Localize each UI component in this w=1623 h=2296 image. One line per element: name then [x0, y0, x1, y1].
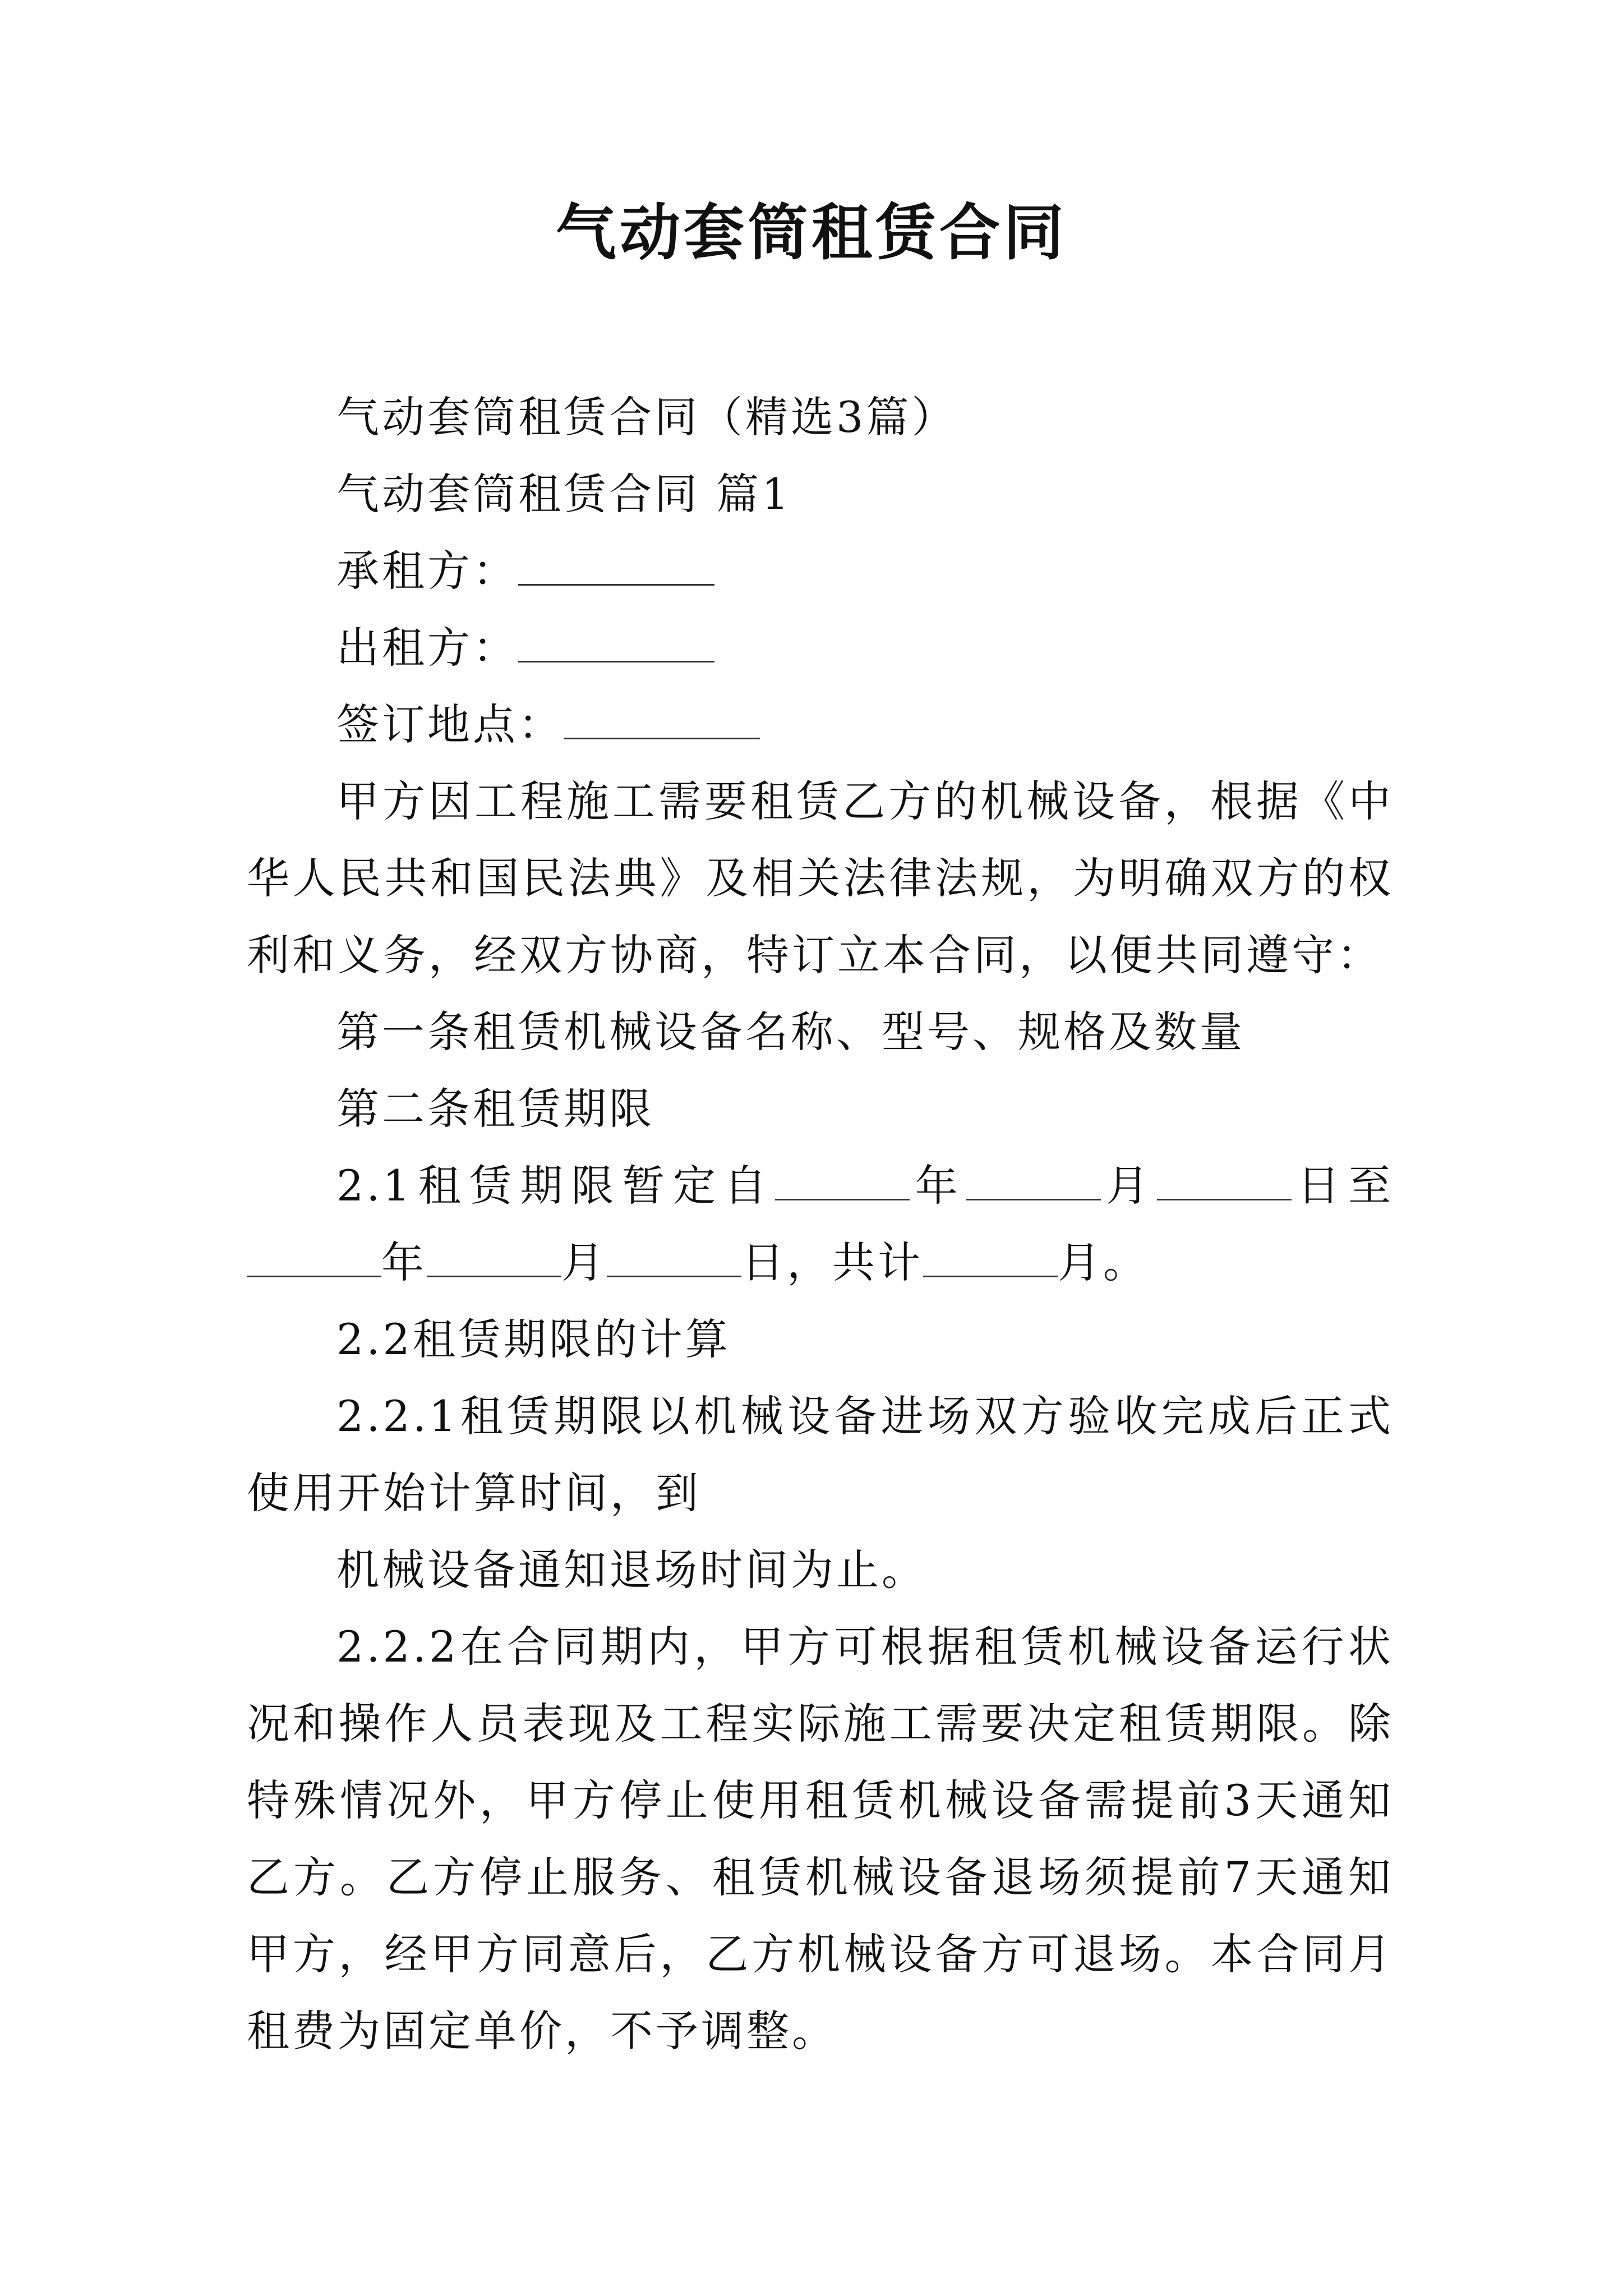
lessee-label: 承租方： — [336, 546, 518, 596]
end-day-blank — [607, 1237, 741, 1277]
year2-label: 年 — [381, 1237, 427, 1287]
month2-label: 月 — [561, 1237, 607, 1287]
month-end-label: 月。 — [1058, 1237, 1149, 1287]
day-to-label: 日至 — [1292, 1161, 1394, 1211]
day-total-label: 日，共计 — [741, 1237, 923, 1287]
start-day-blank — [1157, 1161, 1292, 1200]
lessee-line — [247, 532, 1394, 609]
signing-place-line — [247, 686, 1394, 763]
lessee-blank — [518, 546, 714, 586]
start-year-blank — [775, 1161, 910, 1200]
clause-2-1-prefix: 2.1租赁期限暂定自 — [336, 1161, 775, 1211]
section-heading: 气动套筒租赁合同 篇1 — [336, 469, 792, 519]
lessor-label: 出租方： — [336, 623, 518, 673]
document-subtitle: 气动套筒租赁合同（精选3篇） — [336, 392, 957, 442]
document-title: 气动套筒租赁合同 — [555, 197, 1067, 268]
clause-2-2: 2.2租赁期限的计算 — [336, 1314, 731, 1364]
clause-2-1 — [247, 1147, 1394, 1301]
lessor-line — [247, 609, 1394, 686]
year-label: 年 — [909, 1161, 966, 1211]
month-label: 月 — [1100, 1161, 1158, 1211]
article-1: 第一条租赁机械设备名称、型号、规格及数量 — [336, 1007, 1245, 1057]
lessor-blank — [518, 623, 714, 662]
clause-2-2-2: 2.2.2在合同期内，甲方可根据租赁机械设备运行状况和操作人员表现及工程实际施工需要决定租赁期限。除特殊情况外，甲方停止使用租赁机械设备需提前3天通知乙方。乙方停止服务、租赁机械设备退场须提前7天通知甲方，经甲方同意后，乙方机械设备方可退场。本合同月租费为固定单价，不予调整。 — [247, 1622, 1394, 2056]
document-body — [247, 379, 1394, 2069]
article-2: 第二条租赁期限 — [336, 1084, 654, 1134]
signing-place-blank — [564, 700, 760, 739]
intro-paragraph: 甲方因工程施工需要租赁乙方的机械设备，根据《中华人民共和国民法典》及相关法律法规，为明确双方的权利和义务，经双方协商，特订立本合同，以便共同遵守： — [247, 776, 1394, 980]
signing-place-label: 签订地点： — [336, 700, 564, 749]
clause-2-2-1: 2.2.1租赁期限以机械设备进场双方验收完成后正式使用开始计算时间，到 — [247, 1391, 1394, 1518]
clause-2-2-1-continued: 机械设备通知退场时间为止。 — [336, 1545, 927, 1595]
end-year-blank — [247, 1237, 381, 1277]
end-month-blank — [427, 1237, 561, 1277]
total-months-blank — [923, 1237, 1058, 1277]
start-month-blank — [966, 1161, 1101, 1200]
